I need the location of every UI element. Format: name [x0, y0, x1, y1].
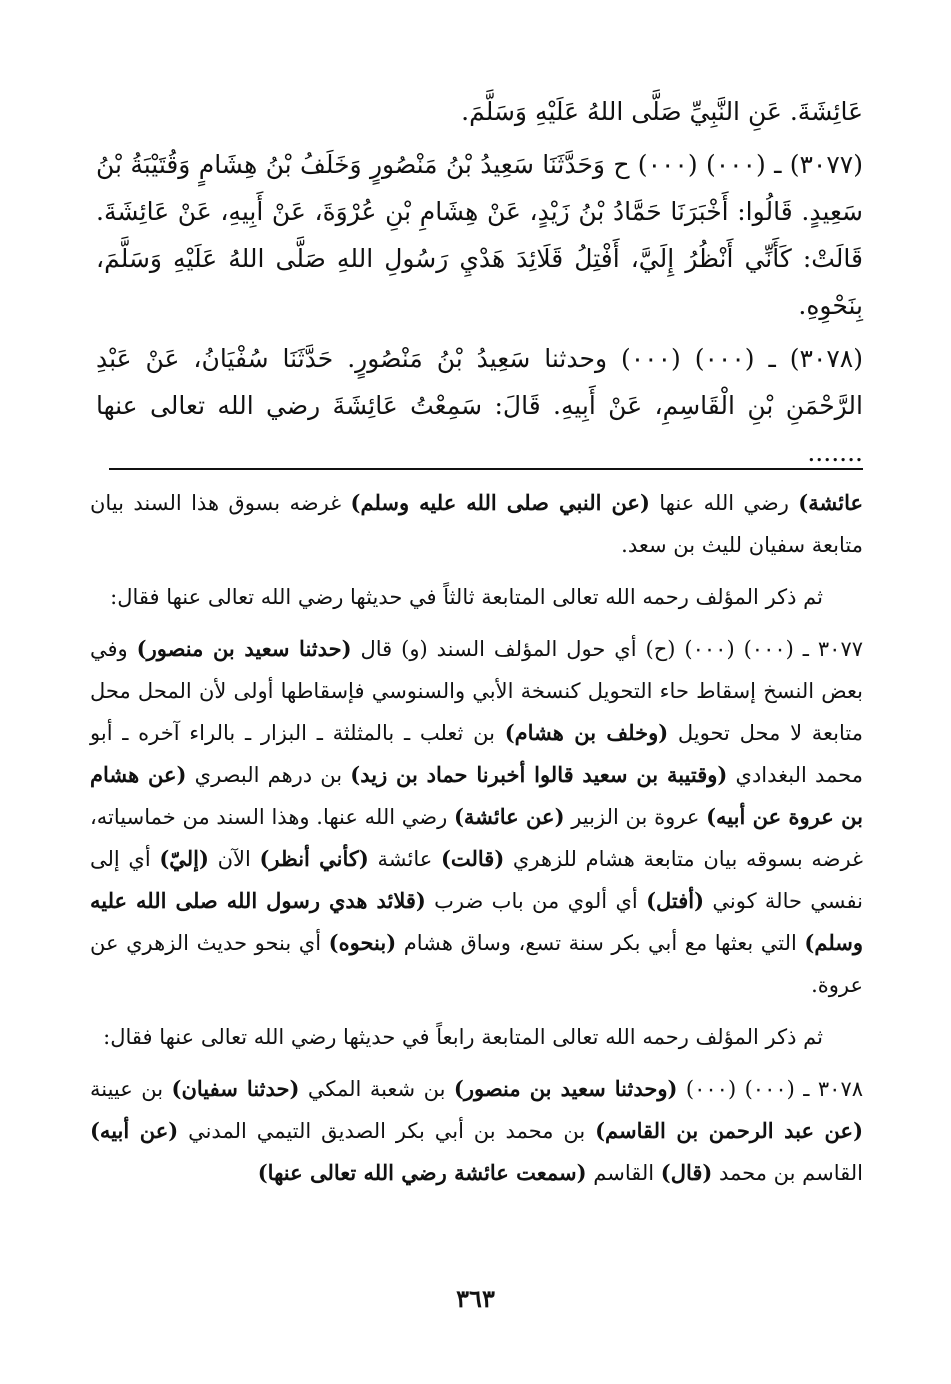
- commentary-paragraph-4: ثم ذكر المؤلف رحمه الله تعالى المتابعة رابعاً في حديثها رضي الله تعالى عنها فقال:: [103, 1025, 823, 1049]
- commentary-paragraph-1: عائشة) رضي الله عنها (عن النبي صلى الله عليه وسلم) غرضه بسوق هذا السند بيان متابعة سفيان لليث بن سعد.: [90, 490, 863, 557]
- commentary-section: [90, 482, 863, 1194]
- footnote-divider: [109, 468, 863, 470]
- hadith-3078: (٣٠٧٨) ـ (٠٠٠) (٠٠٠) وحدثنا سَعِيدُ بْنُ مَنْصُورٍ. حَدَّثَنَا سُفْيَانُ، عَنْ عَبْدِ الرَّحْمَنِ بْنِ الْقَاسِمِ، عَنْ أَبِيهِ. قَالَ: سَمِعْتُ عَائِشَةَ رضي الله تعالى عنها .......: [96, 344, 863, 467]
- page-number: ٣٦٣: [456, 1284, 495, 1313]
- hadith-line-opening: عَائِشَةَ. عَنِ النَّبِيِّ صَلَّى اللهُ عَلَيْهِ وَسَلَّمَ.: [461, 97, 863, 126]
- commentary-paragraph-3077: ٣٠٧٧ ـ (٠٠٠) (٠٠٠) (ح) أي حول المؤلف السند (و) قال (حدثنا سعيد بن منصور) وفي بعض النسخ إسقاط حاء التحويل كنسخة الأبي والسنوسي فإسقاطها أولى لأن المحل محل متابعة لا محل تحويل (وخلف بن هشام) بن ثعلب ـ بالمثلثة ـ البزار ـ بالراء آخره ـ أبو محمد البغدادي (وقتيبة بن سعيد قالوا أخبرنا حماد بن زيد) بن درهم البصري (عن هشام بن عروة عن أبيه) عروة بن الزبير (عن عائشة) رضي الله عنها. وهذا السند من خماسياته، غرضه بسوقه بيان متابعة هشام للزهري (قالت) عائشة (كأني أنظر) الآن (إليّ) أي إلى نفسي حالة كوني (أفتل) أي ألوي من باب ضرب (قلائد هدي رسول الله صلى الله عليه وسلم) التي بعثها مع أبي بكر سنة تسع، وساق هشام (بنحوه) أي بنحو حديث الزهري عن عروة.: [90, 636, 864, 997]
- hadith-3077: (٣٠٧٧) ـ (٠٠٠) (٠٠٠) ح وَحَدَّثَنَا سَعِيدُ بْنُ مَنْصُورٍ وَخَلَفُ بْنُ هِشَامٍ وَقُتَيْبَةُ بْنُ سَعِيدٍ. قَالُوا: أَخْبَرَنَا حَمَّادُ بْنُ زَيْدٍ، عَنْ هِشَامِ بْنِ عُرْوَةَ، عَنْ أَبِيهِ، عَنْ عَائِشَةَ. قَالَتْ: كَأَنِّي أَنْظُرُ إِلَيَّ، أَفْتِلُ قَلَائِدَ هَدْيِ رَسُولِ اللهِ صَلَّى اللهُ عَلَيْهِ وَسَلَّمَ، بِنَحْوِهِ.: [96, 150, 863, 320]
- commentary-paragraph-2: ثم ذكر المؤلف رحمه الله تعالى المتابعة ثالثاً في حديثها رضي الله تعالى عنها فقال:: [110, 585, 823, 609]
- commentary-paragraph-3078: ٣٠٧٨ ـ (٠٠٠) (٠٠٠) (وحدثنا سعيد بن منصور) بن شعبة المكي (حدثنا سفيان) بن عيينة (عن عبد الرحمن بن القاسم) بن محمد بن أبي بكر الصديق التيمي المدني (عن أبيه) القاسم بن محمد (قال) القاسم (سمعت عائشة رضي الله تعالى عنها): [90, 1076, 864, 1185]
- hadith-text: [96, 88, 863, 476]
